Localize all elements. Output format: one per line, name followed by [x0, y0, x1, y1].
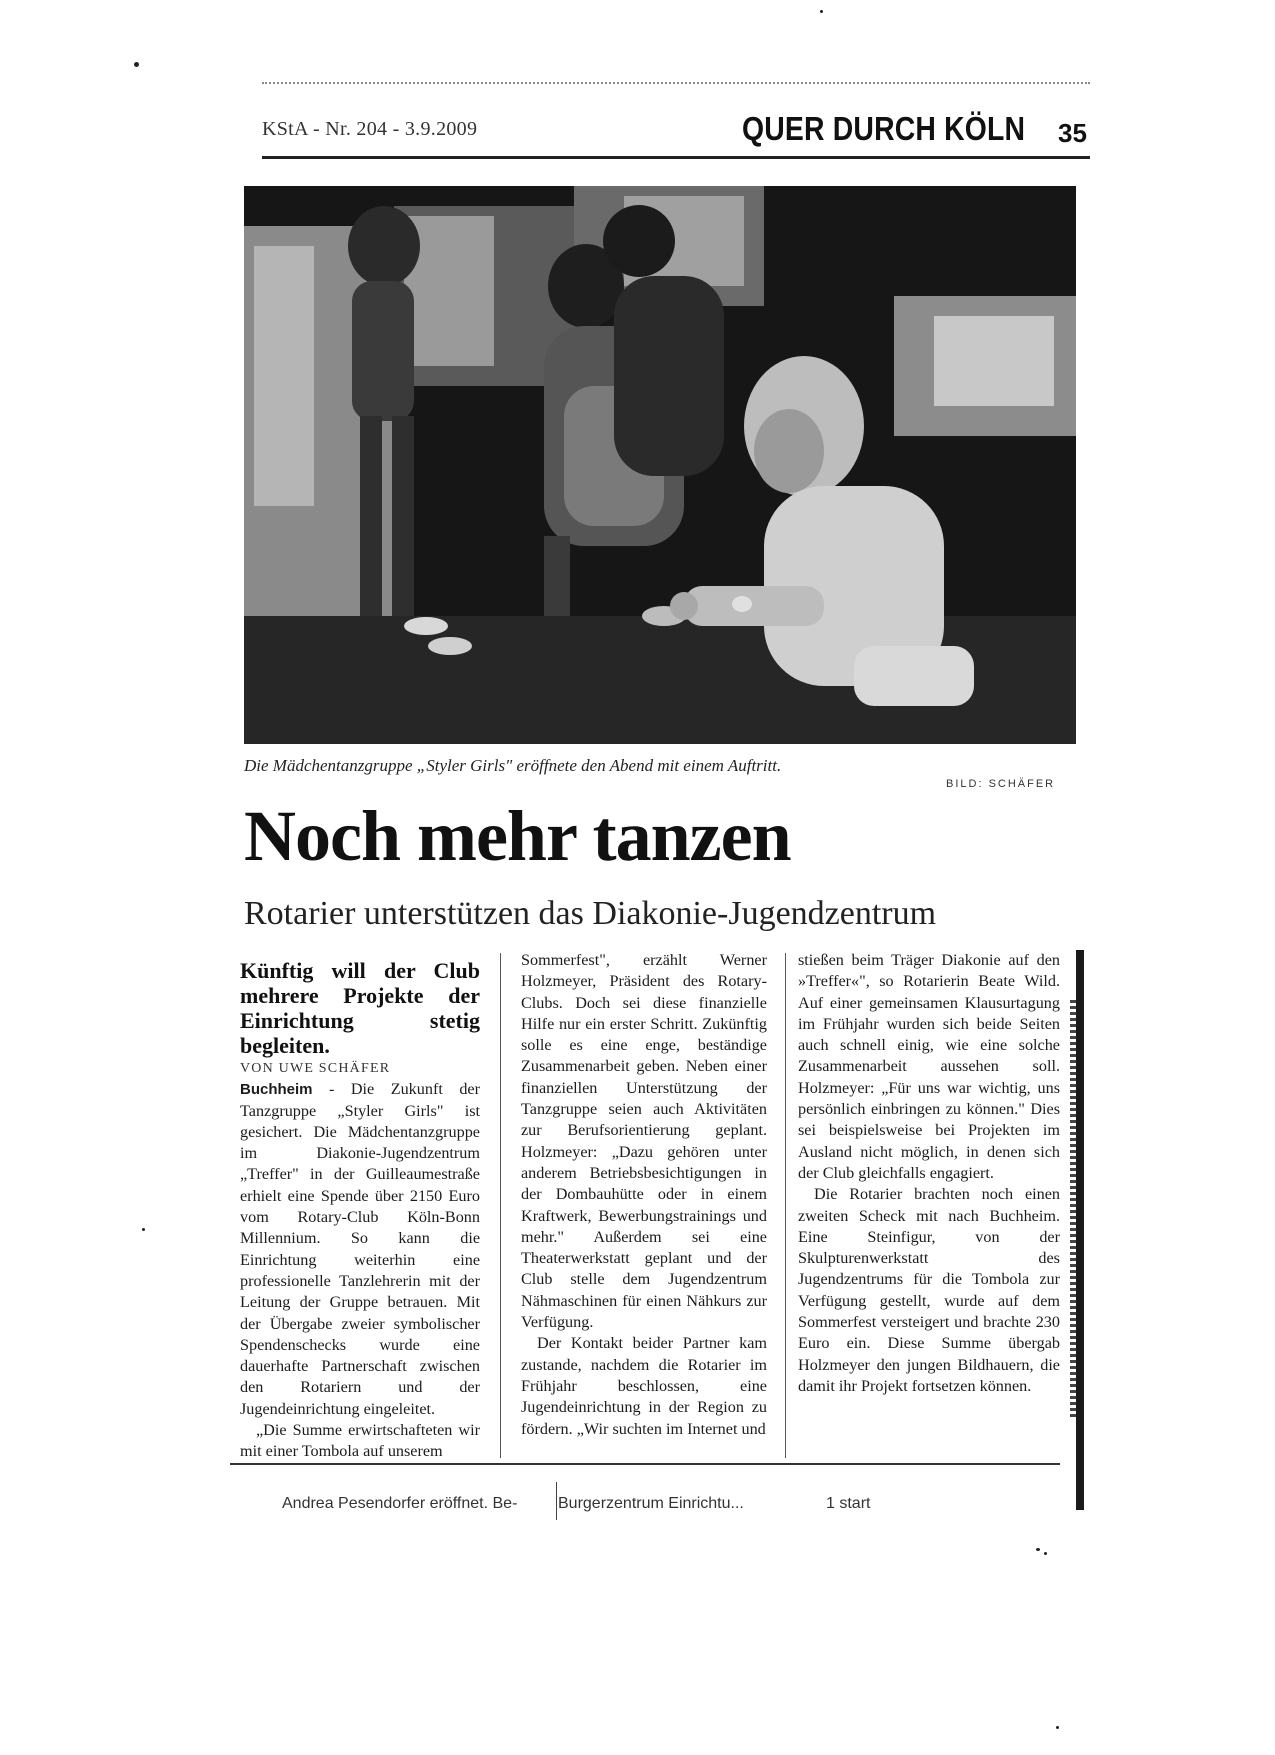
column-divider: [500, 953, 501, 1458]
article-paragraph: stießen beim Träger Diakonie auf den »Treffer«", so Rotarierin Beate Wild. Auf einer gemeinsamen Klausurtagung im Frühjahr wurden sich beide Seiten auch schnell einig, wie eine solche Zusammenarbeit aussehen soll. Holzmeyer: „Für uns war wichtig, uns persönlich einbringen zu können." Dies sei beispielsweise bei Projekten im Ausland nicht möglich, in denen sich der Club gleichfalls engagiert.: [798, 951, 1060, 1182]
article-column-1: [240, 958, 480, 1463]
article-photo: [244, 186, 1076, 744]
top-dotted-rule: [262, 82, 1090, 84]
next-article-snippet: 1 start: [826, 1495, 871, 1512]
article-paragraph: „Die Summe erwirtschafteten wir mit einer Tombola auf unserem: [240, 1421, 480, 1461]
article-column-2: [521, 950, 767, 1440]
article-intro: Künftig will der Club mehrere Projekte der Einrichtung stetig begleiten.: [240, 958, 480, 1058]
scan-speck: [1044, 1552, 1047, 1555]
scan-edge-bar: [1076, 950, 1084, 1510]
photo-credit: BILD: SCHÄFER: [946, 778, 1056, 790]
article-bottom-rule: [230, 1463, 1060, 1465]
next-article-snippet: Andrea Pesendorfer eröffnet. Be-: [282, 1495, 518, 1512]
article-headline: Noch mehr tanzen: [244, 796, 791, 876]
article-paragraph: Sommerfest", erzählt Werner Holzmeyer, Präsident des Rotary-Clubs. Doch sei diese finanzielle Hilfe nur ein erster Schritt. Zukünftig solle es eine enge, beständige Zusammenarbeit geben. Neben einer finanziellen Unterstützung der Tanzgruppe seien auch Aktivitäten zur Berufsorientierung geplant. Holzmeyer: „Dazu gehören unter anderem Betriebsbesichtigungen in der Dombauhütte oder in einem Kraftwerk, Bewerbungstrainings und mehr." Außerdem sei eine Theaterwerkstatt geplant und der Club stelle dem Jugendzentrum Nähmaschinen für einen Nähkurs zur Verfügung.: [521, 951, 767, 1332]
header-rule: [262, 156, 1090, 159]
next-article-snippet: Burgerzentrum Einrichtu...: [558, 1495, 744, 1512]
article-dateline: Buchheim: [240, 1081, 313, 1099]
photo-caption: Die Mädchentanzgruppe „Styler Girls" eröffnete den Abend mit einem Auftritt.: [244, 756, 782, 775]
article-paragraph: Der Kontakt beider Partner kam zustande, nachdem die Rotarier im Frühjahr beschlossen, eine Jugendeinrichtung in der Region zu fördern. „Wir suchten im Internet und: [521, 1334, 767, 1438]
scan-edge-noise: [1070, 1000, 1076, 1420]
scan-speck: [1056, 1726, 1059, 1729]
scan-speck: [1036, 1548, 1040, 1551]
article-byline: VON UWE SCHÄFER: [240, 1061, 391, 1076]
article-column-3: [798, 950, 1060, 1397]
scan-speck: [134, 62, 139, 67]
publication-info: KStA - Nr. 204 - 3.9.2009: [262, 118, 478, 140]
article-paragraph: Buchheim - Die Zukunft der Tanzgruppe „Styler Girls" ist gesichert. Die Mädchentanzgruppe im Diakonie-Jugendzentrum „Treffer" in der Guilleaumestraße erhielt eine Spende über 2150 Euro vom Rotary-Club Köln-Bonn Millennium. So kann die Einrichtung weiterhin eine professionelle Tanzlehrerin mit der Leitung der Gruppe betrauen. Mit der Übergabe zweier symbolischer Spendenschecks wurde eine dauerhafte Partnerschaft zwischen den Rotariern und der Jugendeinrichtung eingeleitet.: [240, 1080, 480, 1418]
scan-speck: [820, 10, 823, 13]
article-paragraph: Die Rotarier brachten noch einen zweiten Scheck mit nach Buchheim. Eine Steinfigur, von der Skulpturenwerkstatt des Jugendzentrums für die Tombola zur Verfügung gestellt, wurde auf dem Sommerfest versteigert und brachte 230 Euro ein. Diese Summe übergab Holzmeyer den jungen Bildhauern, die damit ihr Projekt fortsetzen können.: [798, 1185, 1060, 1395]
scan-speck: [142, 1228, 145, 1231]
column-divider: [556, 1482, 557, 1520]
page-number: 35: [1058, 118, 1087, 148]
section-title: QUER DURCH KÖLN: [742, 110, 1026, 147]
column-divider: [785, 953, 786, 1458]
article-subheadline: Rotarier unterstützen das Diakonie-Jugendzentrum: [244, 895, 937, 932]
